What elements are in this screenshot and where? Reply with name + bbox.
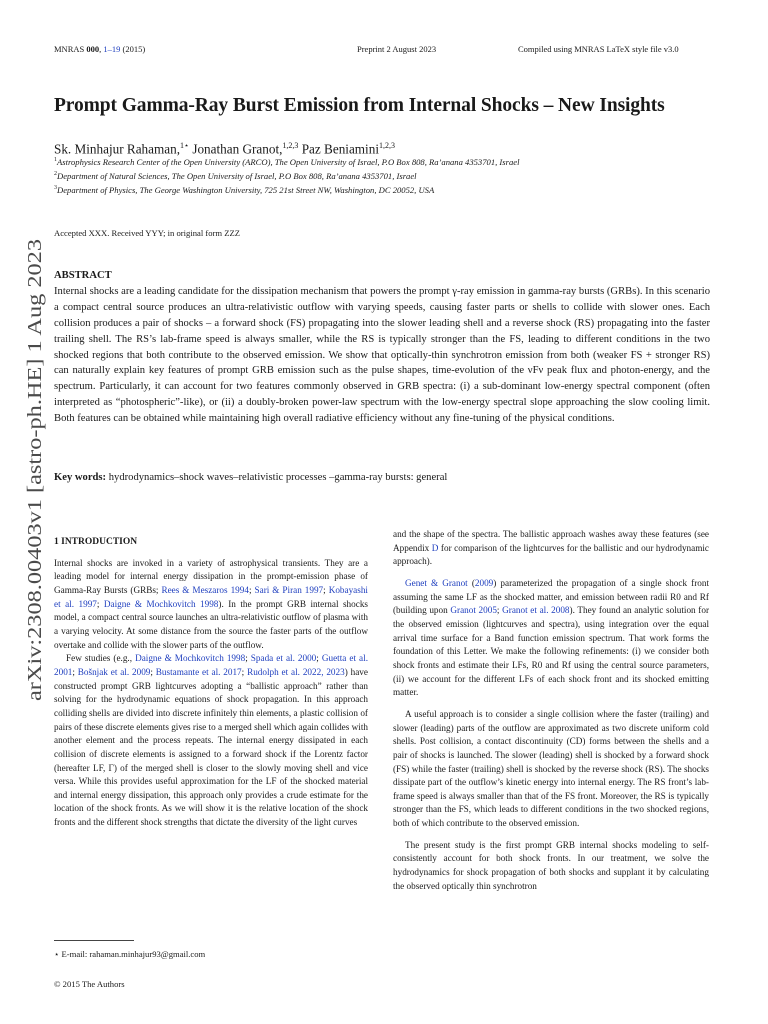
paragraph: Genet & Granot (2009) parameterized the propagation of a single shock front assuming the same LF as the shocked matter, and emission between radii R0 and Rf (building upon Granot 2005; Granot et al. 2008). They found an analytic solution for the observed emission (lightcurves and spectra), using integration over the equal arrival time surface for a Band function emission spectrum. That work forms the foundation of this Letter. We make the following refinements: (i) we consider both shock fronts and estimate their LFs, R0 and Rf using the central source parameters, (ii) we account for the different LFs of each shock front and its shocked emitting matter. [393, 577, 710, 698]
citation-link[interactable]: Guetta et al. 2001 [54, 653, 368, 677]
footnote-rule [54, 940, 134, 941]
paragraph: Few studies (e.g., Daigne & Mochkovitch 1998; Spada et al. 2000; Guetta et al. 2001; Bošnjak et al. 2009; Bustamante et al. 2017; Rudolph et al. 2022, 2023) have constructed prompt GRB lightcurves adopting a “ballistic approach” rather than solving for the hydrodynamic equations of shock propagation. In this approach colliding shells are divided into discrete infinitely thin elements, a plastic collision of pairs of these discrete elements gives rise to a merged shell which again collides with another element and the process repeats. The internal energy dissipated in each collision of discrete elements is assigned to a forward shock if the Lorentz factor (hereafter LF, Γ) of the merged shell is closer to the slowly moving shell and vice versa. While this provides useful approximation for the LF of the shocked material and internal energy dissipation, this approach only provides a crude estimate for the location of the shock fronts. As we will show it is the relative location of the shock fronts and the different shock strengths that dictate the diversity of the light curves [54, 653, 368, 828]
citation-link[interactable]: Granot et al. 2008 [502, 605, 570, 616]
running-header-preprint: Preprint 2 August 2023 [357, 44, 437, 54]
arxiv-sidebar [11, 236, 51, 706]
running-header-journal: MNRAS 000, 1–19 (2015) [54, 44, 146, 54]
paper-title: Prompt Gamma-Ray Burst Emission from Internal Shocks – New Insights [54, 95, 665, 116]
citation-link[interactable]: Daigne & Mochkovitch 1998 [135, 653, 246, 664]
abstract-text: Internal shocks are a leading candidate for the dissipation mechanism that powers the prompt γ-ray emission in gamma-ray bursts (GRBs). In this scenario a compact central source produces an ultra-relativistic outflow with varying speeds, causing faster parts or shells to collide with slower ones. Each collision produces a pair of shocks – a forward shock (FS) propagating into the slower leading shell and a reverse shock (RS) propagating into the faster trailing shell. The RS’s lab-frame speed is always smaller, while the RS is typically stronger than the FS, leading to different conditions in the two shocked regions that both contribute to the observed emission. We show that optically-thin synchrotron emission from both (weaker FS + stronger RS) can naturally explain key features of prompt GRB emission such as the pulse shapes, time-evolution of the νFν peak flux and photon-energy, and the spectrum. Particularly, it can account for two features commonly observed in GRB spectra: (i) a sub-dominant low-energy spectral component (often interpreted as “photospheric”-like), or (ii) a doubly-broken power-law spectrum with the low-energy spectral slope approaching the slow cooling limit. Both features can be obtained while maintaining high overall radiative efficiency without any fine-tuning of the physical conditions. [54, 285, 710, 425]
footnote-email: ⋆ E-mail: rahaman.minhajur93@gmail.com [54, 949, 206, 959]
author-name: Paz Beniamini [301, 141, 379, 157]
paragraph: Internal shocks are invoked in a variety of astrophysical transients. They are a leading model for internal energy dissipation in the prompt-emission phase of Gamma-Ray Bursts (GRBs; Rees & Meszaros 1994; Sari & Piran 1997; Kobayashi et al. 1997; Daigne & Mochkovitch 1998). In the prompt GRB internal shocks model, a compact central source launches an ultra-relativistic outflow of plasma with a varying velocity. At some distance from the source the faster parts of the outflow overtake and collide with the slower parts of the outflow. [54, 557, 368, 650]
citation-link[interactable]: Kobayashi et al. 1997 [54, 584, 368, 609]
citation-link[interactable]: Genet & Granot [405, 577, 468, 588]
section-heading: 1 INTRODUCTION [54, 537, 138, 547]
citation-link[interactable]: Daigne & Mochkovitch 1998 [103, 598, 219, 609]
accepted-line: Accepted XXX. Received YYY; in original form ZZZ [54, 228, 240, 238]
running-header-compiled: Compiled using MNRAS LaTeX style file v3.0 [518, 44, 679, 54]
citation-link[interactable]: Rees & Meszaros 1994 [161, 584, 249, 595]
arxiv-identifier: arXiv:2308.00403v1 [astro-ph.HE] 1 Aug 2023 [25, 330, 46, 701]
affiliation: $^2$Department of Natural Sciences, The Open University of Israel, P.O Box 808, Ra’anana 4353701, Israel [54, 171, 417, 181]
paragraph: The present study is the first prompt GRB internal shocks modeling to self-consistently account for both shock fronts. In our treatment, we solve the hydrodynamics for shock propagation of both shocks and supplant it by calculating the observed optically thin synchrotron [393, 839, 709, 891]
citation-link[interactable]: Spada et al. 2000 [250, 653, 317, 664]
keywords-label: Key words: [54, 472, 107, 483]
paragraph: A useful approach is to consider a single collision where the faster (trailing) and slower (leading) parts of the outflow are approximated as two discrete uniform cold shells. Post collision, a contact discontinuity (CD) forms between the shells and a pair of shocks is launched. The slower (leading) shell is shocked by a forward shock (FS) while the faster (trailing) shell is shocked by the reverse shock (RS). The shocks dissipate part of the outflow’s kinetic energy into internal energy. The RS front’s lab-frame speed is always smaller than that of the FS front. Moreover, the RS is typically stronger than the FS, which leads to different conditions in the two shocked regions, both of which contribute to the observed emission. [393, 708, 709, 829]
keywords [54, 472, 710, 483]
abstract [54, 268, 710, 427]
appendix-link[interactable]: D [431, 542, 439, 553]
affiliation: $^1$Astrophysics Research Center of the Open University (ARCO), The Open University of Israel, P.O Box 808, Ra’anana 4353701, Israel [54, 157, 520, 167]
abstract-heading: ABSTRACT [54, 270, 112, 281]
pages-link[interactable]: 1–19 [103, 44, 121, 54]
author-name: Sk. Minhajur Rahaman, [54, 141, 180, 157]
citation-link[interactable]: Bošnjak et al. 2009 [77, 666, 151, 677]
keywords-text: hydrodynamics–shock waves–relativistic processes –gamma-ray bursts: general [108, 472, 448, 483]
paragraph: and the shape of the spectra. The ballistic approach washes away these features (see Appendix D for comparison of the lightcurves for the ballistic and our hydrodynamic approach). [393, 529, 710, 567]
citation-link[interactable]: 2009 [474, 577, 494, 588]
citation-link[interactable]: Bustamante et al. 2017 [155, 666, 242, 677]
citation-link[interactable]: Granot 2005 [450, 605, 497, 616]
citation-link[interactable]: Sari & Piran 1997 [254, 584, 324, 595]
affiliation: $^3$Department of Physics, The George Washington University, 725 21st Street NW, Washington, DC 20052, USA [54, 185, 435, 195]
left-column [54, 536, 368, 830]
right-column [393, 528, 709, 893]
copyright: © 2015 The Authors [54, 979, 125, 989]
author-list: Sk. Minhajur Rahaman,$^{1⋆}$ Jonathan Granot,$^{1,2,3}$ Paz Beniamini$^{1,2,3}$ [54, 141, 395, 157]
citation-link[interactable]: Rudolph et al. 2022, 2023 [247, 666, 345, 677]
author-name: Jonathan Granot, [192, 141, 283, 157]
